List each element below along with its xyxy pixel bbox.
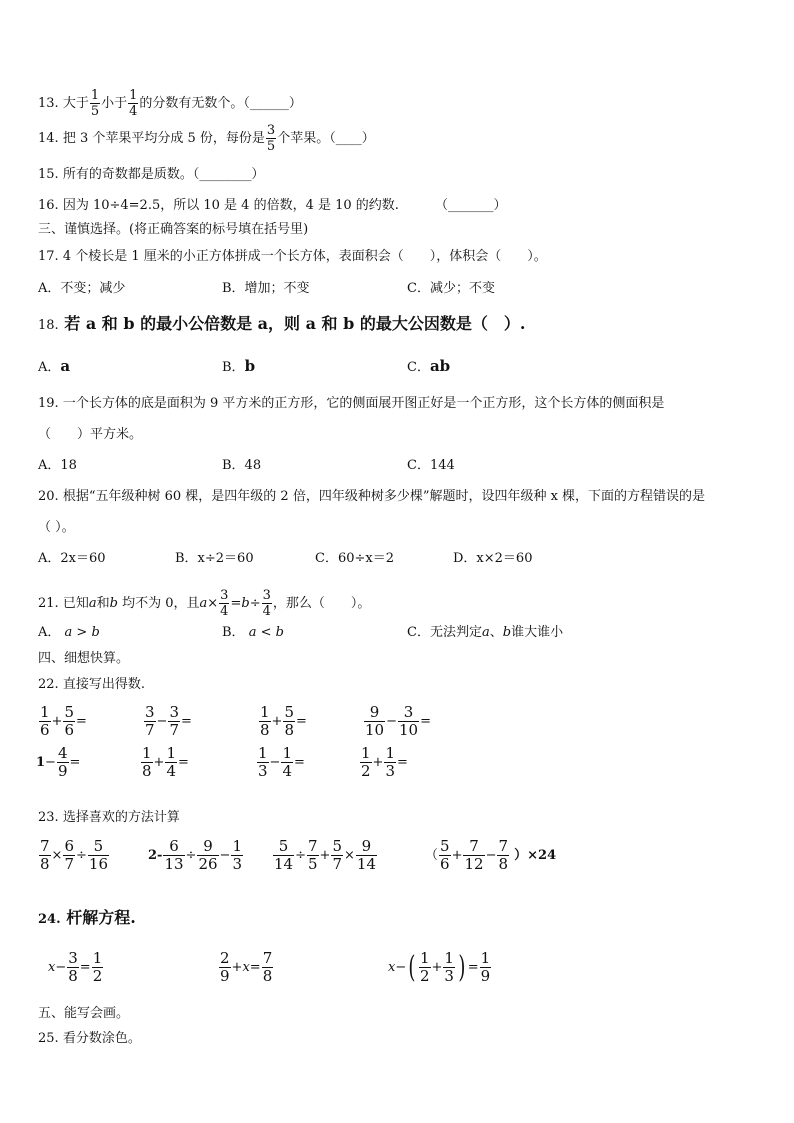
option-value: b [244, 357, 256, 375]
question-number: 25. [38, 1031, 59, 1046]
answer-blank: （_______） [435, 198, 507, 213]
option-c: C．减少；不变 [407, 281, 495, 296]
question-text: 所有的奇数都是质数。（________） [62, 167, 265, 182]
expression-text: 2- [148, 848, 163, 863]
expression: $\frac{1}{3}$ − $\frac{1}{4}$ = [258, 744, 305, 780]
equation: x−( $\frac{1}{2}$ + $\frac{1}{3}$ ) = $\frac{1}{9}$ [388, 949, 491, 985]
section-heading: 三、谨慎选择。(将正确答案的标号填在括号里) [38, 222, 309, 237]
option-label: A． [38, 625, 61, 640]
question-text-continued: （ ）平方米。 [38, 427, 143, 442]
variable-b: b [109, 596, 118, 611]
question-text: 小于 [101, 96, 128, 111]
expression: 2- $\frac{6}{13}$ ÷ $\frac{9}{26}$ − $\frac{1}{3}$ [148, 837, 242, 873]
option-label: C． [407, 360, 430, 375]
question-text: 4 个棱长是 1 厘米的小正方体拼成一个长方体，表面积会（ ），体积会（ ）。 [62, 249, 547, 264]
option-d: D．x×2＝60 [453, 551, 533, 566]
expression: $\frac{1}{8}$ + $\frac{1}{4}$ = [142, 744, 189, 780]
option-label: B． [222, 360, 245, 375]
question-14 [38, 123, 375, 154]
variable-a: a [481, 625, 490, 640]
fraction: $\frac{3}{5}$ [266, 123, 276, 154]
expression: （ $\frac{5}{6}$ + $\frac{7}{12}$ − $\frac{7}{8}$ ）×24 [425, 837, 557, 873]
fraction: $\frac{3}{4}$ [262, 588, 271, 619]
question-number: 14. [38, 131, 59, 146]
question-number: 16. [38, 198, 59, 213]
question-number: 17. [38, 249, 59, 264]
expression-text: （ [425, 848, 439, 863]
expression: $\frac{9}{10}$ − $\frac{3}{10}$ = [365, 703, 431, 739]
option-a: A．不变；减少 [38, 281, 126, 296]
option-label: A． [38, 360, 61, 375]
operator: × [207, 596, 219, 611]
section-heading: 四、细想快算。 [38, 651, 130, 666]
variable-b: b [241, 596, 250, 611]
expression: $\frac{7}{8}$ × $\frac{6}{7}$ ÷ $\frac{5}{16}$ [40, 837, 108, 873]
question-text: 已知 [62, 596, 89, 611]
question-18 [38, 316, 525, 334]
question-text: 大于 [62, 96, 89, 111]
question-number: 22. [38, 677, 59, 692]
operator: ÷ [249, 596, 261, 611]
option-b: B．增加；不变 [222, 281, 310, 296]
fraction: $\frac{1}{5}$ [90, 88, 100, 119]
question-text: 把 3 个苹果平均分成 5 份，每份是 [62, 131, 265, 146]
question-number: 23. [38, 810, 59, 825]
question-text: 因为 10÷4=2.5，所以 10 是 4 的倍数，4 是 10 的约数. [62, 198, 399, 213]
question-text: 杆解方程. [66, 908, 136, 927]
question-text: 选择喜欢的方法计算 [62, 810, 180, 825]
option-a: A．18 [38, 458, 77, 473]
question-number: 18. [38, 318, 59, 333]
question-number: 13. [38, 96, 59, 111]
question-text: 看分数涂色。 [62, 1031, 141, 1046]
expression: 1− $\frac{4}{9}$ = [36, 744, 81, 780]
option-b: B．48 [222, 458, 262, 473]
option-value: a [60, 357, 71, 375]
question-13 [38, 88, 302, 119]
option-a: A．2x＝60 [38, 551, 106, 566]
option-value: ab [429, 357, 451, 375]
expression-text: ）×24 [514, 848, 557, 863]
question-25 [38, 1031, 141, 1047]
option-value: a < b [248, 625, 284, 640]
section-heading: 五、能写会画。 [38, 1006, 130, 1021]
variable-b: b [502, 625, 512, 640]
question-22 [38, 677, 145, 693]
question-text: 一个长方体的底是面积为 9 平方米的正方形，它的侧面展开图正好是一个正方形，这个长方体的侧面积是 [62, 396, 665, 411]
question-text: 直接写出得数. [62, 677, 145, 692]
variable-a: a [88, 596, 97, 611]
expression: $\frac{1}{6}$ + $\frac{5}{6}$ = [40, 703, 87, 739]
question-number: 24. [38, 912, 61, 927]
option-a [38, 358, 70, 376]
question-24 [38, 910, 136, 928]
option-c: C．144 [407, 458, 455, 473]
question-number: 15. [38, 167, 59, 182]
option-b [222, 358, 255, 376]
question-20 [38, 489, 705, 505]
option-label: B． [222, 625, 245, 640]
option-value: a > b [64, 625, 100, 640]
expression: $\frac{5}{14}$ ÷ $\frac{7}{5}$ + $\frac{5}{7}$ × $\frac{9}{14}$ [274, 837, 376, 873]
question-number: 19. [38, 396, 59, 411]
question-number: 21. [38, 596, 59, 611]
question-17 [38, 249, 547, 265]
option-b: B．x÷2＝60 [175, 551, 254, 566]
option-value: 谁大谁小 [511, 625, 564, 640]
fraction: $\frac{3}{4}$ [220, 588, 229, 619]
equation: x− $\frac{3}{8}$ = $\frac{1}{2}$ [48, 949, 103, 985]
variable-a: a [199, 596, 208, 611]
question-15 [38, 167, 264, 183]
question-19 [38, 396, 664, 412]
option-c: C．60÷x＝2 [315, 551, 394, 566]
question-23 [38, 810, 180, 826]
question-text: 根据“五年级种树 60 棵，是四年级的 2 倍，四年级种树多少棵”解题时，设四年级种 x 棵，下面的方程错误的是 [62, 489, 706, 504]
separator: 、 [489, 625, 503, 640]
equation: $\frac{2}{9}$ +x= $\frac{7}{8}$ [220, 949, 273, 985]
fraction: $\frac{1}{4}$ [129, 88, 138, 119]
expression: $\frac{1}{2}$ + $\frac{1}{3}$ = [361, 744, 408, 780]
question-text-continued: （ ）。 [38, 520, 75, 535]
expression: $\frac{1}{8}$ + $\frac{5}{8}$ = [260, 703, 307, 739]
option-c [407, 358, 450, 376]
option-b [222, 625, 284, 641]
question-text: ，那么（ ）。 [272, 596, 371, 611]
question-text: 个苹果。（____） [277, 131, 375, 146]
question-text: 和 [96, 596, 110, 611]
option-label: C．无法判定 [407, 625, 482, 640]
question-text: 若 a 和 b 的最小公倍数是 a，则 a 和 b 的最大公因数是（ ）. [64, 314, 526, 333]
option-c [407, 625, 563, 641]
question-number: 20. [38, 489, 59, 504]
question-text: 的分数有无数个。（______） [139, 96, 302, 111]
question-16 [38, 198, 399, 214]
option-a [38, 625, 100, 641]
expression: $\frac{3}{7}$ − $\frac{3}{7}$ = [145, 703, 192, 739]
question-text: 均不为 0，且 [122, 596, 200, 611]
operator: = [230, 596, 242, 611]
question-21 [38, 588, 370, 619]
